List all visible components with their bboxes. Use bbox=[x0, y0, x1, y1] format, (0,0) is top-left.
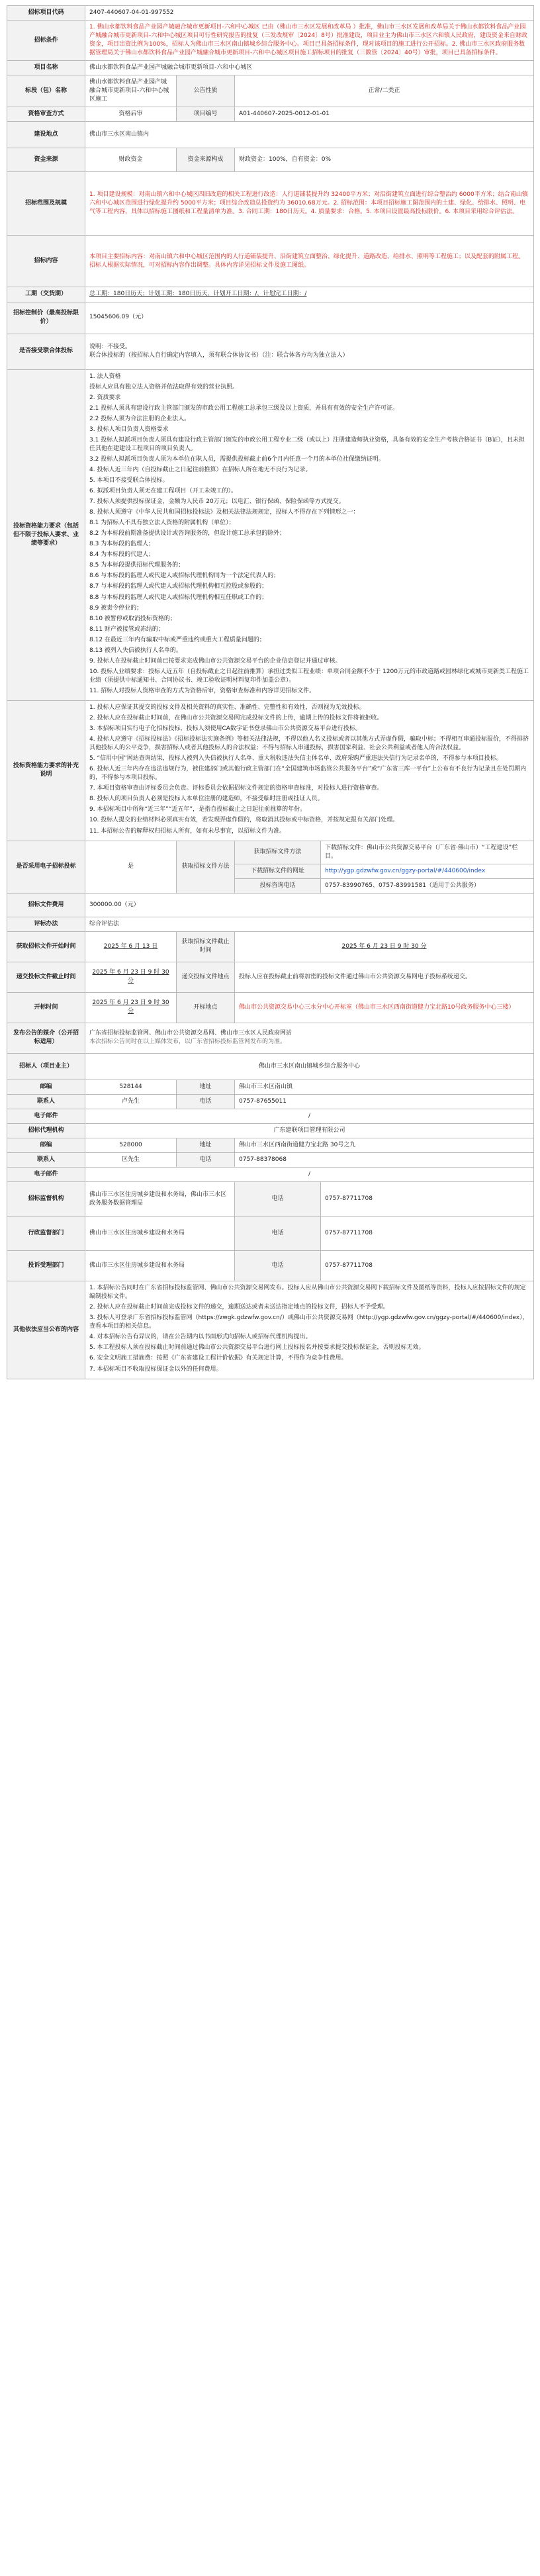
row-agency-contact bbox=[7, 1138, 534, 1153]
admin-value: 佛山市三水区住房城乡建设和水务局 bbox=[85, 1217, 235, 1251]
supplement-item: 5. “信用中国”网站查询结果，投标人被列入失信被执行人名单、重大税收违法失信主体名单、政府采购严重违法失信行为记录名单的，不得参与本项目投标。 bbox=[89, 755, 502, 762]
tenderer-contact-label: 联系人 bbox=[7, 1094, 85, 1109]
open-place-value: 佛山市公共资源交易中心三水分中心开标室（佛山市三水区西南街道健力宝北路10号政务服务中心三楼） bbox=[235, 992, 534, 1023]
tender-url-link[interactable]: http://ygp.gdzwfw.gov.cn/ggzy-portal/#/440600/index bbox=[325, 867, 486, 874]
supplement-value bbox=[85, 700, 534, 841]
qualification-item: 8.1 为招标人不具有独立法人资格的附属机构（单位）； bbox=[89, 520, 235, 527]
row-complaint bbox=[7, 1251, 534, 1281]
tenderer-contact-value: 卢先生 bbox=[85, 1094, 177, 1109]
remark-item: 3. 投标人可登录广东省招标投标监管网（https://zwgk.gdzwfw.gov.cn/）或佛山市公共资源交易网（http://ygp.gdzwfw.gov.cn/ggzy-portal/#/440600/index），查看本项目的相关信息。 bbox=[89, 1314, 529, 1330]
remark-item: 2. 投标人应在投标截止时间前完成投标文件的递交，逾期送达或者未送达指定地点的投标文件，招标人不予受理。 bbox=[89, 1304, 389, 1311]
qualification-item: 3. 投标人项目负责人资格要求 bbox=[89, 426, 169, 433]
tenderer-value: 佛山市三水区南山镇城乡综合服务中心 bbox=[85, 1053, 534, 1080]
agency-tel-value: 0757-88378068 bbox=[235, 1153, 534, 1168]
complaint-label: 投诉受理部门 bbox=[7, 1251, 85, 1281]
remark-item: 1. 本招标公告同时在广东省招标投标监管网、佛山市公共资源交易网发布。投标人应从佛山市公共资源交易网下载招标文件及图纸等资料，投标人应按招标文件的规定编制投标文件。 bbox=[89, 1285, 526, 1301]
obtain-method-sub: 获取招标文件方法 bbox=[235, 841, 321, 864]
row-remarks bbox=[7, 1281, 534, 1379]
supplement-item: 11. 本招标公告的解释权归招标人所有，如有未尽事宜，以招标文件为准。 bbox=[89, 827, 286, 835]
supplement-list bbox=[89, 704, 529, 836]
qualification-item: 8.5 为本标段提供招标代理服务的； bbox=[89, 562, 185, 569]
scope-value bbox=[85, 172, 534, 236]
agency-zip-label: 邮编 bbox=[7, 1138, 85, 1153]
complaint-value: 佛山市三水区住房城乡建设和水务局 bbox=[85, 1251, 235, 1281]
row-tenderer bbox=[7, 1053, 534, 1080]
site-value: 佛山市三水区南山镇内 bbox=[85, 122, 534, 148]
price-value: 15045606.09（元） bbox=[85, 302, 534, 334]
tenderer-zip-value: 528144 bbox=[85, 1080, 177, 1094]
obtain-end-label: 获取招标文件截止时间 bbox=[177, 931, 235, 962]
remark-item: 7. 本招标项目不收取投标保证金以外的任何费用。 bbox=[89, 1365, 222, 1373]
row-qualification bbox=[7, 369, 534, 700]
obtain-method-value: 下载招标文件：佛山市公共资源交易平台（广东省·佛山市）“工程建设”栏目。 bbox=[321, 841, 534, 864]
agency-zip-value: 528000 bbox=[85, 1138, 177, 1153]
remarks-label: 其他依法应当公布的内容 bbox=[7, 1281, 85, 1379]
row-supervisor bbox=[7, 1182, 534, 1217]
qualification-item: 6. 拟派项目负责人须无在建工程项目（开工未竣工的）。 bbox=[89, 488, 237, 495]
row-section bbox=[7, 75, 534, 107]
publish-label: 发布公告的媒介（公开招标适用） bbox=[7, 1023, 85, 1053]
row-tenderer-contact bbox=[7, 1080, 534, 1094]
funds-value: 财政资金 bbox=[85, 148, 177, 172]
qualification-item: 8. 投标人须遵守《中华人民共和国招标投标法》及相关法律法规规定，投标人不得存在下列情形之一： bbox=[89, 509, 359, 516]
qualification-item: 7. 投标人须提供投标保证金，金额为人民币 20万元；以电汇、银行保函、保险保函等方式提交。 bbox=[89, 498, 345, 506]
consult-tel-label: 投标咨询电话 bbox=[235, 878, 321, 893]
supplement-item: 8. 投标人的项目负责人必须是投标人本单位注册的建造师，不接受临时注册或挂证人员。 bbox=[89, 796, 324, 803]
electronic-value: 是 bbox=[85, 841, 177, 893]
row-agency bbox=[7, 1123, 534, 1138]
supplement-item: 4. 投标人应遵守《招标投标法》《招标投标法实施条例》等相关法律法规，不得以他人名义投标或者以其他方式弄虚作假，骗取中标；不得相互串通投标报价，不得排挤其他投标人的公平竞争，损害招标人或者其他投标人的合法权益；不得与招标人串通投标，损害国家利益、社会公共利益或者他人的合法权益。 bbox=[89, 736, 529, 752]
consult-tel-value: 0757-83990765、0757-83991581（适用于公共服务） bbox=[321, 878, 534, 893]
qualification-item: 2.2 投标人须为合法注册的企业法人。 bbox=[89, 415, 191, 422]
supervisor-tel-label: 电话 bbox=[235, 1182, 321, 1217]
tenderer-zip-label: 邮编 bbox=[7, 1080, 85, 1094]
agency-addr-label: 地址 bbox=[177, 1138, 235, 1153]
row-agency-mail bbox=[7, 1168, 534, 1182]
row-method bbox=[7, 917, 534, 931]
qualification-item: 8.3 为本标段的监理人； bbox=[89, 541, 155, 548]
project-no-label: 项目编号 bbox=[177, 107, 235, 122]
supplement-item: 9. 本招标项目中所称“近三年”“近五年”，是指自投标截止之日起往前推算的年份。 bbox=[89, 806, 306, 813]
supplement-item: 10. 投标人提交的业绩材料必须真实有效，若发现弄虚作假的，将取消其投标或中标资格，并按规定报有关部门处理。 bbox=[89, 817, 399, 824]
tender-url-label: 下载招标文件的网址 bbox=[235, 864, 321, 878]
obtain-end-value: 2025 年 6 月 23 日 9 时 30 分 bbox=[235, 931, 534, 962]
conditions-text: 1. 佛山水都饮料食品产业园产城融合城市更新项目-六和中心城区 已由（佛山市三水区发展和改革局 ）批准，佛山市三水区发展和改革局关于佛山水都饮料食品产业园产城融合城市更新项目-六和中心城区项目可行性研究报告的批复（三发改规审〔2024〕8号）批准建设，项目业主为佛山市三水区六和镇人民政府，建设资金来自财政资金，项目出资比例为100%，招标人为佛山市三水区南山镇城乡综合服务中心。项目已具备招标条件，现对该项目的施工进行公开招标。2. 佛山市三水区政府服务数据管理局关于佛山水都饮料食品产业园产城融合城市更新项目-六和中心城区项目施工招标项目的批复（三数管〔2024〕40号）审批，项目已具备招标条件。 bbox=[89, 24, 527, 57]
qualification-item: 8.13 被列入失信被执行人名单的。 bbox=[89, 647, 182, 654]
qualification-item: 8.8 与本标段的监理人或代建人或招标代理机构相互任职或工作的； bbox=[89, 594, 268, 601]
review-method-label: 资格审查方式 bbox=[7, 107, 85, 122]
project-name-label: 项目名称 bbox=[7, 61, 85, 75]
obtain-start-value: 2025 年 6 月 13 日 bbox=[85, 931, 177, 962]
period-label: 工期（交货期） bbox=[7, 287, 85, 302]
supplement-item: 7. 本项目资格审查由评标委员会负责。评标委员会依据招标文件规定的资格审查标准，对投标人进行资格审查。 bbox=[89, 785, 383, 792]
qualification-item: 8.7 与本标段的监理人或代建人或招标代理机构相互控股或参股的； bbox=[89, 583, 268, 590]
agency-addr-value: 佛山市三水区西南街道健力宝北路 30号之九 bbox=[235, 1138, 534, 1153]
agency-contact-label: 联系人 bbox=[7, 1153, 85, 1168]
conditions-value bbox=[85, 21, 534, 61]
row-price bbox=[7, 302, 534, 334]
row-funds bbox=[7, 148, 534, 172]
qualification-item: 8.4 为本标段的代建人； bbox=[89, 551, 155, 559]
remark-item: 4. 对本招标公告有异议的，请在公告期内以书面形式向招标人或招标代理机构提出。 bbox=[89, 1334, 312, 1341]
bid-method-value: 综合评估法 bbox=[85, 917, 534, 931]
project-no-value: A01-440607-2025-0012-01-01 bbox=[235, 107, 534, 122]
deadline-value: 2025 年 6 月 23 日 9 时 30 分 bbox=[85, 962, 177, 992]
row-tenderer-person bbox=[7, 1094, 534, 1109]
funds-ratio-label: 资金来源构成 bbox=[177, 148, 235, 172]
admin-label: 行政监督部门 bbox=[7, 1217, 85, 1251]
project-code-value: 2407-440607-04-01-997552 bbox=[85, 6, 534, 21]
row-obtain-time bbox=[7, 931, 534, 962]
qualification-item: 11. 招标人对投标人资格审查的方式为资格后审，资格审查标准和内容详见招标文件。 bbox=[89, 687, 316, 694]
section-label: 标段（包）名称 bbox=[7, 75, 85, 107]
tender-notice-table bbox=[7, 5, 534, 1379]
scope-label: 招标范围及规模 bbox=[7, 172, 85, 236]
row-fee bbox=[7, 893, 534, 917]
agency-mail-label: 电子邮件 bbox=[7, 1168, 85, 1182]
qualification-item: 3.2 投标人拟派项目负责人须为本单位在职人员，需提供投标截止前6个月内任意一个月的本单位社保缴纳证明。 bbox=[89, 455, 384, 463]
open-place-label: 开标地点 bbox=[177, 992, 235, 1023]
open-label: 开标时间 bbox=[7, 992, 85, 1023]
period-value: 总工期：180日历天；计划工期：180日历天，计划开工日期：/，计划完工日期：/ bbox=[85, 287, 534, 302]
publish-value bbox=[85, 1023, 534, 1053]
consortium-value bbox=[85, 334, 534, 369]
remark-item: 6. 安全文明施工措施费：按照《广东省建设工程计价依据》有关规定计算，不得作为竞争性费用。 bbox=[89, 1355, 347, 1362]
qualification-label: 投标资格能力要求（包括但不限于投标人要求、业绩等要求） bbox=[7, 369, 85, 700]
row-scope bbox=[7, 172, 534, 236]
tenderer-mail-value: / bbox=[85, 1109, 534, 1123]
row-admin bbox=[7, 1217, 534, 1251]
open-value: 2025 年 6 月 23 日 9 时 30 分 bbox=[85, 992, 177, 1023]
scope-text: 1. 项目建设规模：对南山镇六和中心城区四旧改造的相关工程进行改造：人行道铺装提升约 32400平方米；对沿街建筑立面进行综合整治约 6000平方米；结合南山镇六和中心城区范围进行绿化提升约 5000平方米；项目综合改造总投资约为 36010.68万元。2. 招标范围：本项目招标施工图范围内的土建、绿化、给排水、照明、电气等工程内容，具体以招标施工图纸和工程量清单为准。3. 合同工期：180日历天。4. 质量要求：合格。5. 本项目设置最高投标限价。6. 本项目采用综合评估法。 bbox=[89, 191, 528, 216]
tenderer-tel-label: 电话 bbox=[177, 1094, 235, 1109]
qualification-item: 8.12 在最近三年内有骗取中标或严重违约或重大工程质量问题的； bbox=[89, 636, 265, 643]
obtain-start-label: 获取招标文件开始时间 bbox=[7, 931, 85, 962]
section-name: 佛山水都饮料食品产业园产城融合城市更新项目-六和中心城区施工 bbox=[85, 75, 177, 107]
qualification-item: 8.6 与本标段的监理人或代建人或招标代理机构同为一个法定代表人的； bbox=[89, 573, 280, 580]
content-value bbox=[85, 236, 534, 287]
qualification-item: 2.1 投标人须具有建设行政主管部门颁发的市政公用工程施工总承包三级及以上资质，并具有有效的安全生产许可证。 bbox=[89, 404, 399, 412]
tender-url-value[interactable] bbox=[321, 864, 534, 878]
supervisor-label: 招标监督机构 bbox=[7, 1182, 85, 1217]
complaint-tel-label: 电话 bbox=[235, 1251, 321, 1281]
qualification-item: 3.1 投标人拟派项目负责人须具有建设行政主管部门颁发的市政公用工程专业二级（或以上）注册建造师执业资格，具备有效的安全生产考核合格证书（B证），且未担任其他在建建设工程项目的项目负责人。 bbox=[89, 436, 525, 452]
remark-item: 5. 本工程投标人须在投标截止时间前通过佛山市公共资源交易平台进行网上投标报名并按要求提交投标保证金，否则投标无效。 bbox=[89, 1344, 425, 1352]
supplement-item: 6. 投标人近三年内存在违法违规行为，被住建部门或其他行政主管部门在“全国建筑市场监管公共服务平台”或“广东省三库一平台”上公布有不良行为记录且在处罚期内的，不得参与本项目投标。 bbox=[89, 766, 527, 782]
row-period bbox=[7, 287, 534, 302]
qualification-item: 1. 法人资格 bbox=[89, 373, 121, 380]
gov-value: 正常/二类正 bbox=[235, 75, 534, 107]
row-publish bbox=[7, 1023, 534, 1053]
tender-notice-page bbox=[7, 5, 533, 1379]
review-method-value: 资格后审 bbox=[85, 107, 177, 122]
row-obtain bbox=[7, 841, 534, 864]
qualification-item: 2. 资质要求 bbox=[89, 394, 121, 401]
tenderer-tel-value: 0757-87655011 bbox=[235, 1094, 534, 1109]
row-review bbox=[7, 107, 534, 122]
agency-tel-label: 电话 bbox=[177, 1153, 235, 1168]
bid-method-label: 评标办法 bbox=[7, 917, 85, 931]
supervisor-tel-value: 0757-87711708 bbox=[321, 1182, 534, 1217]
supplement-label: 投标资格能力要求的补充说明 bbox=[7, 700, 85, 841]
fee-value: 300000.00（元） bbox=[85, 893, 534, 917]
deadline-place-value: 投标人应在投标截止前将加密的投标文件通过佛山市公共资源交易网电子投标系统递交。 bbox=[235, 962, 534, 992]
tenderer-label: 招标人（项目业主） bbox=[7, 1053, 85, 1080]
project-code-label: 招标项目代码 bbox=[7, 6, 85, 21]
tenderer-addr-value: 佛山市三水区南山镇 bbox=[235, 1080, 534, 1094]
supervisor-value: 佛山市三水区住房城乡建设和水务局，佛山市三水区政务服务数据管理局 bbox=[85, 1182, 235, 1217]
tenderer-mail-label: 电子邮件 bbox=[7, 1109, 85, 1123]
row-content bbox=[7, 236, 534, 287]
row-supplement bbox=[7, 700, 534, 841]
qualification-item: 10. 投标人业绩要求：投标人近五年（自投标截止之日起往前推算）承担过类似工程业绩：单项合同金额不少于 1200万元的市政道路或园林绿化或城市更新类工程施工业绩（须提供中标通知书、合同协议书、竣工验收证明材料复印件加盖公章）。 bbox=[89, 668, 529, 684]
conditions-label: 招标条件 bbox=[7, 21, 85, 61]
row-conditions bbox=[7, 21, 534, 61]
row-agency-person bbox=[7, 1153, 534, 1168]
agency-value: 广东建联项目管理有限公司 bbox=[85, 1123, 534, 1138]
qualification-item: 4. 投标人近三年内（自投标截止之日起往前推算）在招标人所在地无不良行为记录。 bbox=[89, 466, 312, 473]
funds-ratio-value: 财政资金：100%，自有资金：0% bbox=[235, 148, 534, 172]
project-name-value: 佛山水都饮料食品产业园产城融合城市更新项目-六和中心城区 bbox=[85, 61, 534, 75]
complaint-tel-value: 0757-87711708 bbox=[321, 1251, 534, 1281]
supplement-item: 2. 投标人应在投标截止时间前，在佛山市公共资源交易网完成投标文件的上传，逾期上传的投标文件将被拒收。 bbox=[89, 715, 383, 722]
publish-text: 广东省招标投标监管网、佛山市公共资源交易网、佛山市三水区人民政府网站 bbox=[89, 1030, 292, 1037]
price-label: 招标控制价（最高投标限价） bbox=[7, 302, 85, 334]
consortium-note: 联合体投标的（按招标人自行确定内容填入，须有联合体协议书）（注：联合体各方均为独立法人） bbox=[89, 352, 349, 359]
agency-mail-value: / bbox=[85, 1168, 534, 1182]
deadline-label: 递交投标文件截止时间 bbox=[7, 962, 85, 992]
site-label: 建设地点 bbox=[7, 122, 85, 148]
deadline-place-label: 递交投标文件地点 bbox=[177, 962, 235, 992]
qualification-item: 投标人应具有独立法人资格并依法取得有效的营业执照。 bbox=[89, 383, 239, 391]
qualification-item: 5. 本项目不接受联合体投标。 bbox=[89, 477, 169, 484]
supplement-item: 1. 投标人应保证其提交的投标文件及相关资料的真实性、准确性、完整性和有效性，否则视为无效投标。 bbox=[89, 704, 365, 711]
consortium-label: 是否接受联合体投标 bbox=[7, 334, 85, 369]
row-site bbox=[7, 122, 534, 148]
consortium-text: 说明：不接受。 bbox=[89, 343, 132, 350]
agency-label: 招标代理机构 bbox=[7, 1123, 85, 1138]
qualification-item: 8.10 被暂停或取消投标资格的； bbox=[89, 615, 176, 622]
row-project-code bbox=[7, 6, 534, 21]
admin-tel-label: 电话 bbox=[235, 1217, 321, 1251]
content-label: 招标内容 bbox=[7, 236, 85, 287]
electronic-label: 是否采用电子招标投标 bbox=[7, 841, 85, 893]
row-open bbox=[7, 992, 534, 1023]
remarks-list bbox=[89, 1284, 529, 1373]
qualification-item: 8.11 财产被接管或冻结的； bbox=[89, 625, 164, 633]
qualification-item: 9. 投标人在投标截止时间前已按要求完成佛山市公共资源交易平台的企业信息登记并通过审核。 bbox=[89, 657, 341, 665]
qualification-item: 8.9 被责令停业的； bbox=[89, 604, 143, 612]
qualification-item: 8.2 为本标段前期准备提供设计或咨询服务的，但设计施工总承包的除外； bbox=[89, 530, 286, 537]
agency-contact-value: 区先生 bbox=[85, 1153, 177, 1168]
qualification-list bbox=[89, 373, 529, 696]
tenderer-addr-label: 地址 bbox=[177, 1080, 235, 1094]
announce-type-label: 公告性质 bbox=[177, 75, 235, 107]
row-consortium bbox=[7, 334, 534, 369]
admin-tel-value: 0757-87711708 bbox=[321, 1217, 534, 1251]
content-text: 本项目主要招标内容：对南山镇六和中心城区范围内的人行道铺装提升、沿街建筑立面整治、绿化提升、道路改造、给排水、照明等工程施工；以及配套的附属工程。招标人根据实际情况，可对招标内容作出调整。具体内容详见招标文件及施工图纸。 bbox=[89, 253, 525, 269]
fee-label: 招标文件费用 bbox=[7, 893, 85, 917]
publish-note: 本次招标公告同时在以上媒体发布，以广东省招标投标监管网发布的为准。 bbox=[89, 1038, 287, 1046]
funds-label: 资金来源 bbox=[7, 148, 85, 172]
supplement-item: 3. 本招标项目实行电子化招标投标，投标人须使用CA数字证书登录佛山市公共资源交易平台进行投标。 bbox=[89, 725, 361, 733]
remarks-value bbox=[85, 1281, 534, 1379]
obtain-method-label: 获取招标文件方法 bbox=[177, 841, 235, 893]
row-tenderer-mail bbox=[7, 1109, 534, 1123]
qualification-value bbox=[85, 369, 534, 700]
row-deadline bbox=[7, 962, 534, 992]
row-project-name bbox=[7, 61, 534, 75]
